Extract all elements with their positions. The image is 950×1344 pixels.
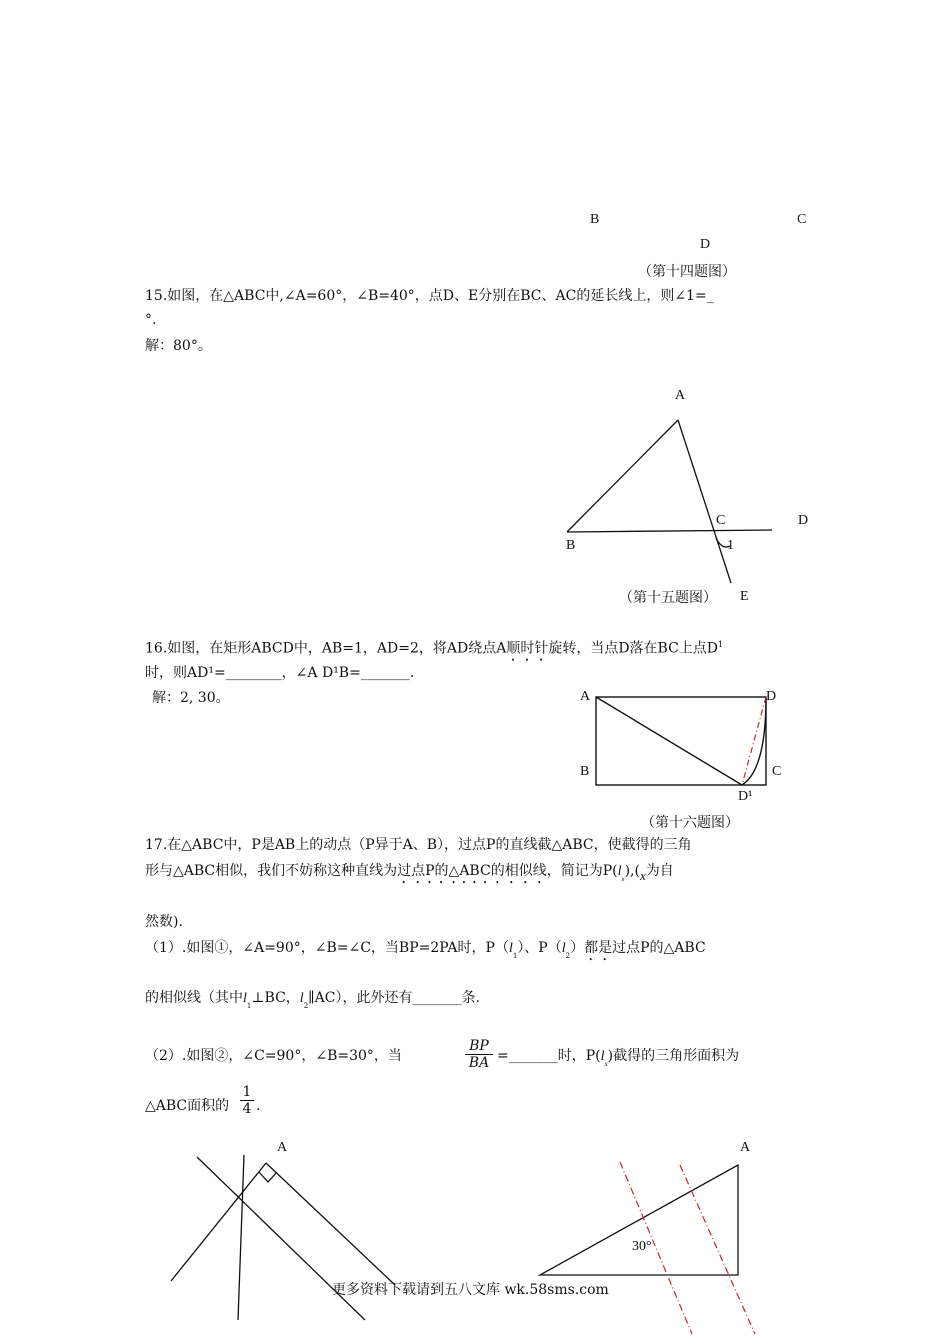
q17-part2-line2: △ABC面积的: [145, 1098, 230, 1114]
q17-part2-line1-a: （2）.如图②，∠C=90°，∠B=30°，当: [145, 1048, 402, 1064]
fig15-label-b: B: [566, 538, 576, 553]
fig15-line-bd: [567, 530, 772, 532]
q15-text-line2: °.: [145, 312, 157, 328]
fig17-2-label-a: A: [740, 1140, 751, 1155]
q17-text-line1: 17.在△ABC中，P是AB上的动点（P异于A、B），过点P的直线截△ABC，使截得的三角: [145, 837, 692, 853]
fig16-rectangle: [596, 697, 766, 785]
fig15-caption: （第十五题图）: [619, 590, 717, 606]
fig17-1-line-l2: [238, 1155, 244, 1320]
fig16-label-b: B: [580, 764, 590, 779]
fig16-diagonal: [596, 697, 742, 785]
q17-part2-fraction-quarter: $\frac{1}{4}$: [240, 1084, 254, 1117]
q17-part2-line1-b: =_______时，$P(l_x)$截得的三角形面积为: [497, 1048, 740, 1068]
fig16-label-d: D: [766, 689, 777, 704]
fig14-label-d: D: [700, 237, 711, 252]
fig14-label-b: B: [590, 212, 600, 227]
fig17-1-side-ab: [171, 1163, 266, 1281]
fig17-1-right-angle: [259, 1172, 276, 1182]
fig17-1-label-a: A: [277, 1140, 288, 1155]
fig15-diagram: [567, 420, 772, 583]
fig15-label-d: D: [798, 513, 809, 528]
fig17-2-triangle: [540, 1165, 738, 1275]
q16-text-line1: 16.如图，在矩形ABCD中，AB=1，AD=2，将AD绕点A顺时针旋转，当点D落在BC上点$D^1$: [145, 640, 724, 657]
fig16-diagram: [596, 697, 766, 785]
q17-part2-fraction-bp-ba: $\frac{BP}{BA}$: [465, 1038, 493, 1071]
fig16-caption: （第十六题图）: [641, 815, 739, 831]
fig15-line-ae: [678, 420, 731, 583]
fig15-label-c: C: [716, 513, 726, 528]
fig15-line-ab: [567, 420, 678, 532]
footer-text: 更多资料下载请到五八文库 wk.58sms.com: [332, 1282, 609, 1298]
fig16-label-c: C: [772, 764, 782, 779]
fig15-label-e: E: [740, 589, 749, 604]
fig16-label-a: A: [580, 689, 591, 704]
fig16-label-d1: D¹: [738, 789, 753, 804]
q17-text-line2: 形与△ABC相似，我们不妨称这种直线为过点P的△ABC的相似线，简记为$P(l_x),(x$为自: [145, 863, 674, 883]
fig14-label-c: C: [797, 212, 807, 227]
q16-answer: 解：2, 30。: [152, 690, 230, 706]
fig14-caption: （第十四题图）: [638, 264, 736, 280]
fig15-label-a: A: [675, 388, 686, 403]
fig17-2-line-a: [620, 1162, 692, 1334]
q17-text-line3: 然数).: [145, 914, 183, 930]
q17-part1-line1: （1）.如图①，∠A=90°，∠B=∠C，当BP=2PA时，$P(l_1)$、$P(l_2)$都是过点P的△ABC: [145, 940, 706, 960]
q15-answer: 解：80°。: [145, 338, 212, 354]
fig17-1-side-ac: [266, 1163, 395, 1285]
q16-text-line2: 时，则AD¹=________，∠A D¹B=_______.: [145, 665, 415, 681]
q17-part1-line2: 的相似线（其中$l_1\perp BC$，$l_2\parallel AC$），此外还有_______条.: [145, 990, 480, 1010]
fig17-2-angle-label: 30°: [632, 1239, 652, 1254]
q15-text-line1: 15.如图，在△ABC中,∠A=60°，∠B=40°，点D、E分别在BC、AC的延长线上，则∠1=_: [145, 288, 714, 304]
q17-part2-line2-end: .: [256, 1098, 261, 1114]
fig15-angle-label-1: 1: [727, 538, 734, 553]
